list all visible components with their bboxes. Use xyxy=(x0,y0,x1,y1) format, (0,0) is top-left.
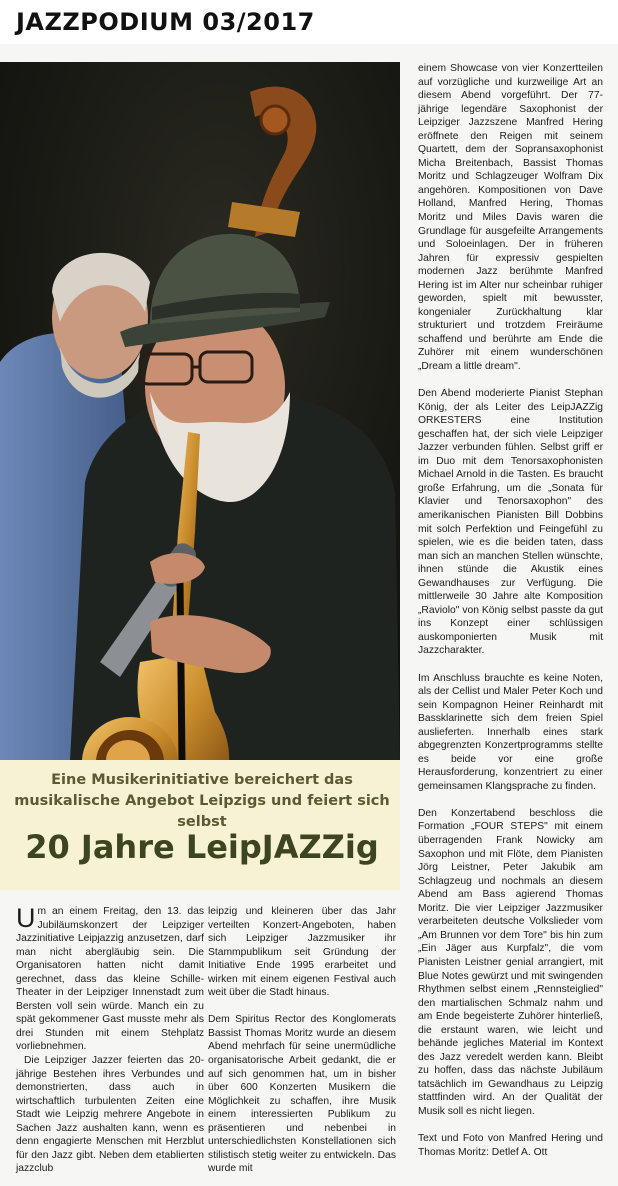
paragraph: Den Konzertabend beschloss die Formation „FOUR STEPS" mit einem überragenden Frank Nowicky am Saxophon und mit Flöte, dem Pianisten Jörg Leistner, Peter Jakubik am Schlagzeug und nochmals an diesem Abend am Bass agierend Thomas Moritz. Die vier Leipziger Jazzmusiker verarbeiteten deutsche Volkslieder vom „Am Brunnen vor dem Tore" bis hin zum „Ein Jäger aus Kurpfalz", die vom Pianisten Leistner genial arrangiert, mit Blue Notes gewürzt und mit swingenden Rhythmen selbst einem „Rennsteiglied" den martialischen Schmalz nahm und am Ende begeisterte Zuhörer hinterließ, die erstaunt waren, wie leicht und behände jegliches Material im Kontext des Jazz veredelt werden kann. Bleibt zu hoffen, dass das nächste Jubiläum tatsächlich im Gewandhaus zu Leipzig stattfinden wird. An der Qualität der Musik soll es nicht liegen. xyxy=(418,807,603,1117)
article-column-left xyxy=(16,905,204,1176)
magazine-issue-title: JAZZPODIUM 03/2017 xyxy=(16,8,315,36)
article-subheadline: Eine Musikerinitiative bereichert das musikalische Angebot Leipzigs und feiert sich selbst xyxy=(14,772,390,830)
photo-credit: Text und Foto von Manfred Hering und Thomas Moritz: Detlef A. Ott xyxy=(418,1133,603,1158)
paragraph: Im Anschluss brauchte es keine Noten, als der Cellist und Maler Peter Koch und sein Kompagnon Heiner Reinhardt mit Bassklarinette sich dem freien Spiel auslieferten. Innerhalb eines stark abgegrenzten Konzertprogramms stellte es beide vor eine große Herausforderung, konzentriert zu einer gemeinsamen Klangsprache zu finden. xyxy=(418,672,603,792)
article-photo xyxy=(0,62,400,760)
article-headline: 20 Jahre LeipJAZZig xyxy=(25,828,379,866)
paragraph: leipzig und kleineren über das Jahr verteilten Konzert-Angeboten, haben sich Leipziger Jazzmusiker ihr Stammpublikum seit Gründung der Initiative Ende 1995 erarbeitet und wirken mit einem eigenen Festival auch weit über die Stadt hinaus. xyxy=(208,906,396,999)
paragraph xyxy=(16,905,204,1054)
drop-cap: U xyxy=(16,903,36,933)
paragraph: Die Leipziger Jazzer feierten das 20-jährige Bestehen ihres Verbundes und demonstrierten, dass auch in wirtschaftlich turbulenten Zeiten eine Stadt wie Leipzig mehrere Angebote in Sachen Jazz aushalten kann, wenn es denn engagierte Menschen mit Herzblut für den Jazz gibt. Neben dem etablierten jazzclub xyxy=(16,1055,204,1175)
saxophonist-photo-illustration xyxy=(0,62,400,760)
paragraph: einem Showcase von vier Konzertteilen auf vorzügliche und kurzweilige Art an diesem Abend vorgeführt. Der 77-jährige legendäre Saxophonist der Leipziger Jazzszene Manfred Hering eröffnete den Reigen mit seinem Quartett, dem der Sopransaxophonist Micha Breitenbach, Bassist Thomas Moritz und Schlagzeuger Wolfram Dix angehören. Kompositionen von Dave Holland, Manfred Hering, Thomas Moritz und Miles Davis waren die Grundlage für ausgefeilte Arrangements und Soloeinlagen. Der in früheren Jahren für expressiv gespielten modernen Jazz berühmte Manfred Hering ist im Alter nur scheinbar ruhiger geworden, spielt mit bewusster, kongenialer Zurückhaltung klar strukturiert und trotzdem Freiräume schaffend und berührte am Ende die Zuhörer mit einem wunderschönen „Dream a little dream". xyxy=(418,63,603,373)
article-column-right xyxy=(418,62,603,1159)
paragraph: Dem Spiritus Rector des Konglomerats Bassist Thomas Moritz wurde an diesem Abend mehrfach für seine unermüdliche organisatorische Arbeit gedankt, die er auf sich genommen hat, um in bisher über 600 Konzerten Musikern die Möglichkeit zu schaffen, ihre Musik einem interessierten Publikum zu präsentieren und nebenbei in unterschiedlichsten Konstellationen sich stilistisch stetig weiter zu entwickeln. Das wurde mit xyxy=(208,1014,396,1175)
paragraph-text: m an einem Freitag, den 13. das Jubiläumskonzert der Leipziger Jazzinitiative Leipjazzig anzusetzen, darf man nicht abergläubig sein. Die Organisatoren hatten nicht damit gerechnet, dass das kleine Schille-Theater in der Leipziger Innenstadt zum Bersten voll sein würde. Manch ein zu spät gekommener Gast musste mehr als drei Stunden mit einem Stehplatz vorliebnehmen. xyxy=(16,906,204,1053)
paragraph: Den Abend moderierte Pianist Stephan König, der als Leiter des LeipJAZZig ORKESTERS eine Institution geschaffen hat, der sich viele Leipziger Jazzer verbunden fühlen. Selbst griff er im Duo mit dem Tenorsaxophonisten Michael Arnold in die Tasten. Es braucht große Erfahrung, um die „Sonata für Klavier und Tenorsaxophon" des amerikanischen Pianisten Bill Dobbins mit solch Perfektion und Feingefühl zu spielen, wie es die beiden taten, dass man sich an manchen Stellen wünschte, ihnen stünde die Akustik eines Gewandhauses zur Verfügung. Die mittlerweile 30 Jahre alte Komposition „Raviolo" von König selbst passte da gut ins Konzept einer schlüssigen auskomponierten Musik mit Jazzcharakter. xyxy=(418,388,603,657)
masthead xyxy=(0,0,618,44)
article-column-middle xyxy=(208,905,396,1176)
